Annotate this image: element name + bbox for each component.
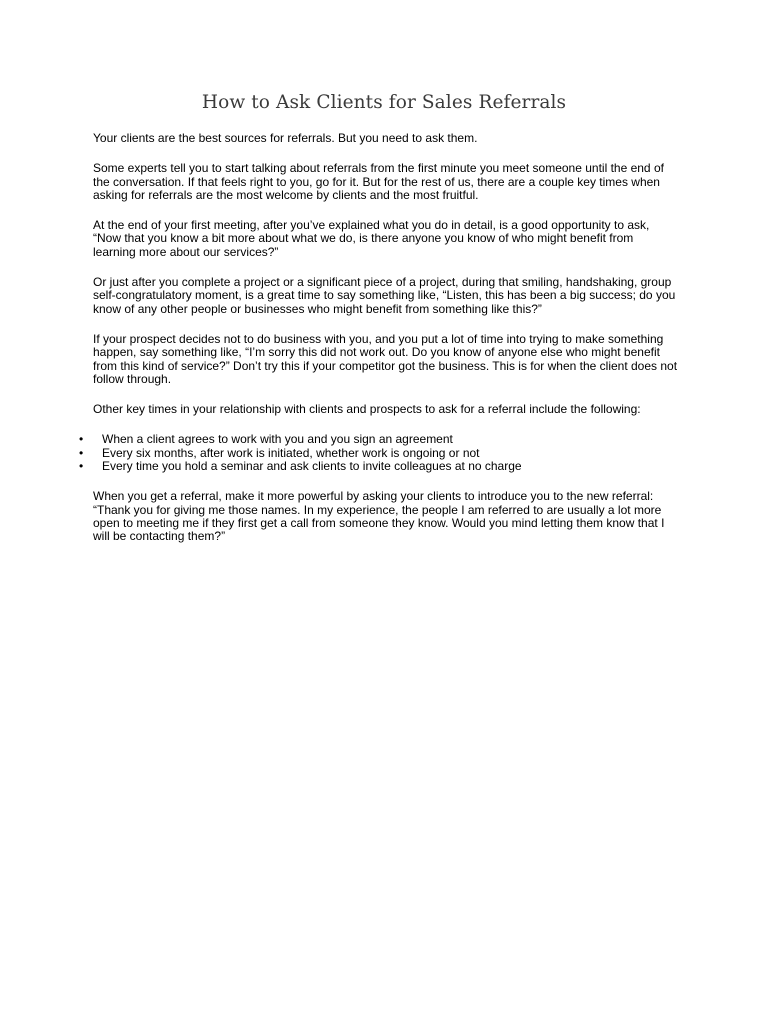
paragraph: When you get a referral, make it more powerful by asking your clients to introduce you to the new referral: “Thank you for giving me those names. In my experience, the people I am referred to are usually a lot more open to meeting me if they first get a call from someone they know. Would you mind letting them know that I will be contacting them?” bbox=[93, 489, 665, 544]
bullet-icon: • bbox=[79, 445, 84, 460]
paragraph: Or just after you complete a project or a significant piece of a project, during that smiling, handshaking, group self-congratulatory moment, is a great time to say something like, “Listen, this has been a big success; do you know of any other people or businesses who might benefit from something like this?” bbox=[93, 275, 676, 316]
paragraph: At the end of your first meeting, after you’ve explained what you do in detail, is a good opportunity to ask, “Now that you know a bit more about what we do, is there anyone you know of who might benefit from learning more about our services?” bbox=[93, 218, 650, 259]
list-item-text: When a client agrees to work with you and you sign an agreement bbox=[102, 432, 453, 447]
list-item bbox=[79, 460, 678, 473]
list-item-text: Every time you hold a seminar and ask clients to invite colleagues at no charge bbox=[102, 459, 522, 474]
paragraph: Other key times in your relationship with clients and prospects to ask for a referral include the following: bbox=[93, 402, 641, 417]
document-title: How to Ask Clients for Sales Referrals bbox=[201, 92, 567, 113]
list-item bbox=[79, 447, 678, 460]
document-body bbox=[79, 131, 678, 561]
paragraph: If your prospect decides not to do business with you, and you put a lot of time into trying to make something happen, say something like, “I’m sorry this did not work out. Do you know of anyone else who might benefit from this kind of service?” Don’t try this if your competitor got the business. This is for when the client does not follow through. bbox=[93, 331, 678, 386]
list-item bbox=[79, 433, 678, 446]
paragraph: Some experts tell you to start talking about referrals from the first minute you meet someone until the end of the conversation. If that feels right to you, go for it. But for the rest of us, there are a couple key times when asking for referrals are the most welcome by clients and the most fruitful. bbox=[93, 161, 664, 202]
bullet-list bbox=[79, 433, 678, 473]
paragraph: Your clients are the best sources for referrals. But you need to ask them. bbox=[93, 131, 478, 145]
list-item-text: Every six months, after work is initiated, whether work is ongoing or not bbox=[102, 445, 480, 460]
bullet-icon: • bbox=[79, 459, 84, 474]
bullet-icon: • bbox=[79, 432, 84, 447]
